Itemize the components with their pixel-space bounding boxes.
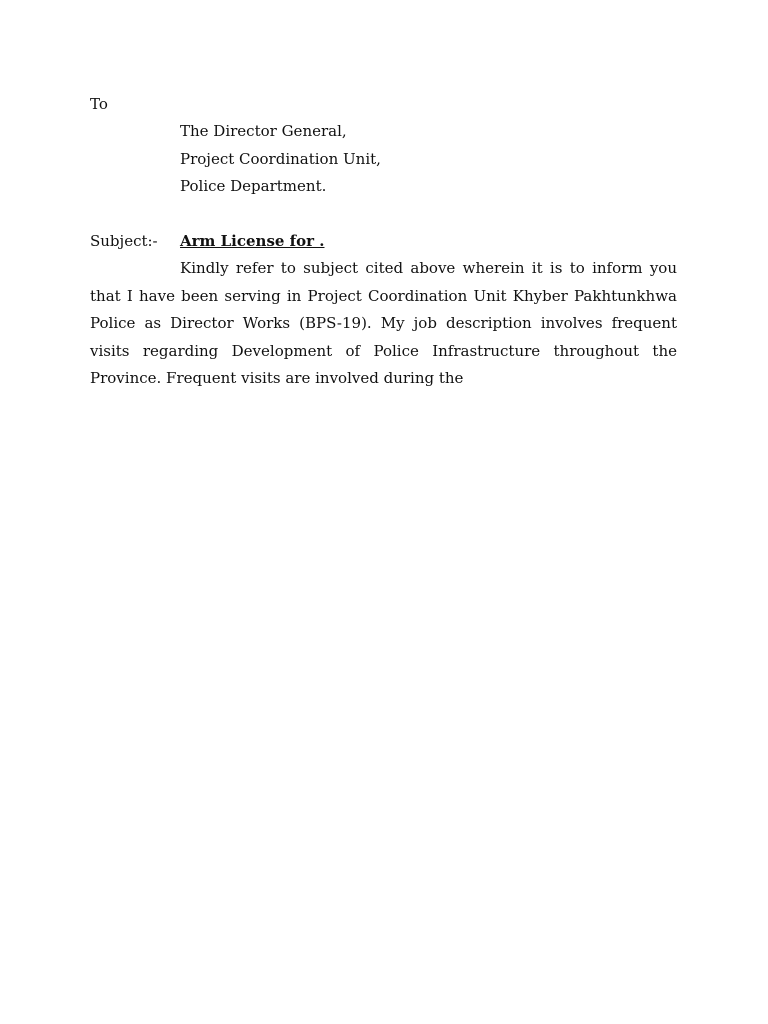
subject-label: Subject:-	[90, 231, 158, 250]
recipient-block	[90, 118, 677, 200]
letter-page	[90, 91, 677, 392]
recipient-line-3: Police Department.	[180, 177, 327, 196]
recipient-line-2: Project Coordination Unit,	[180, 149, 381, 168]
subject-row	[90, 228, 677, 255]
recipient-line-1: The Director General,	[180, 122, 347, 141]
body-paragraph: Kindly refer to subject cited above wherein it is to inform you that I have been serving in Project Coordination Unit Khyber Pakhtunkhwa Police as Director Works (BPS-19). My job description involves frequent visits regarding Development of Police Infrastructure throughout the Province. Frequent visits are involved during the	[90, 259, 677, 387]
subject-text: Arm License for .	[180, 231, 325, 250]
to-label: To	[90, 95, 108, 113]
spacer	[90, 201, 677, 228]
